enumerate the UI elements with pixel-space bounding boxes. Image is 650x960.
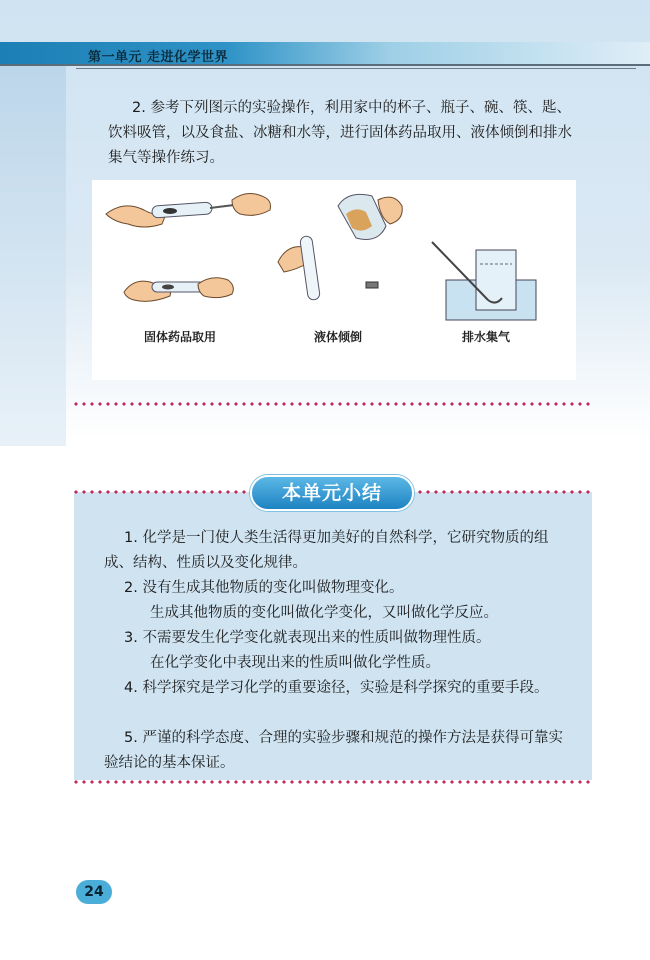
summary-top-dots-left <box>72 490 250 494</box>
exercise-paragraph: 2. 参考下列图示的实验操作，利用家中的杯子、瓶子、碗、筷、匙、饮料吸管，以及食盐、冰糖和水等，进行固体药品取用、液体倾倒和排水集气等操作练习。 <box>108 100 572 166</box>
summary-item: 5. 严谨的科学态度、合理的实验步骤和规范的操作方法是获得可靠实验结论的基本保证。 <box>104 730 563 771</box>
experiment-figure <box>92 180 576 380</box>
water-displacement-illustration <box>432 242 536 320</box>
summary-item: 2. 没有生成其他物质的变化叫做物理变化。 <box>124 580 404 596</box>
experiment-illustrations <box>92 180 576 380</box>
summary-title-badge: 本单元小结 <box>250 475 414 511</box>
summary-item: 1. 化学是一门使人类生活得更加美好的自然科学，它研究物质的组成、结构、性质以及变化规律。 <box>104 530 549 571</box>
caption-gas-collection: 排水集气 <box>462 330 511 344</box>
solid-reagent-illustration-bottom <box>124 278 233 302</box>
summary-bottom-dots <box>72 780 594 784</box>
summary-item: 生成其他物质的变化叫做化学变化，又叫做化学反应。 <box>150 605 498 621</box>
summary-item: 在化学变化中表现出来的性质叫做化学性质。 <box>150 655 440 671</box>
caption-solid-reagent: 固体药品取用 <box>144 330 217 344</box>
summary-item: 3. 不需要发生化学变化就表现出来的性质叫做物理性质。 <box>124 630 491 646</box>
section-divider-dots <box>72 402 594 406</box>
unit-title: 第一单元 走进化学世界 <box>88 50 229 65</box>
caption-liquid-pouring: 液体倾倒 <box>314 330 363 344</box>
left-margin-strip <box>0 66 66 446</box>
liquid-pouring-illustration <box>278 194 402 300</box>
page-number: 24 <box>76 880 112 904</box>
header-rule <box>76 68 636 69</box>
solid-reagent-illustration-top <box>106 193 271 227</box>
summary-item: 4. 科学探究是学习化学的重要途径，实验是科学探究的重要手段。 <box>124 680 549 696</box>
summary-top-dots-right <box>416 490 594 494</box>
